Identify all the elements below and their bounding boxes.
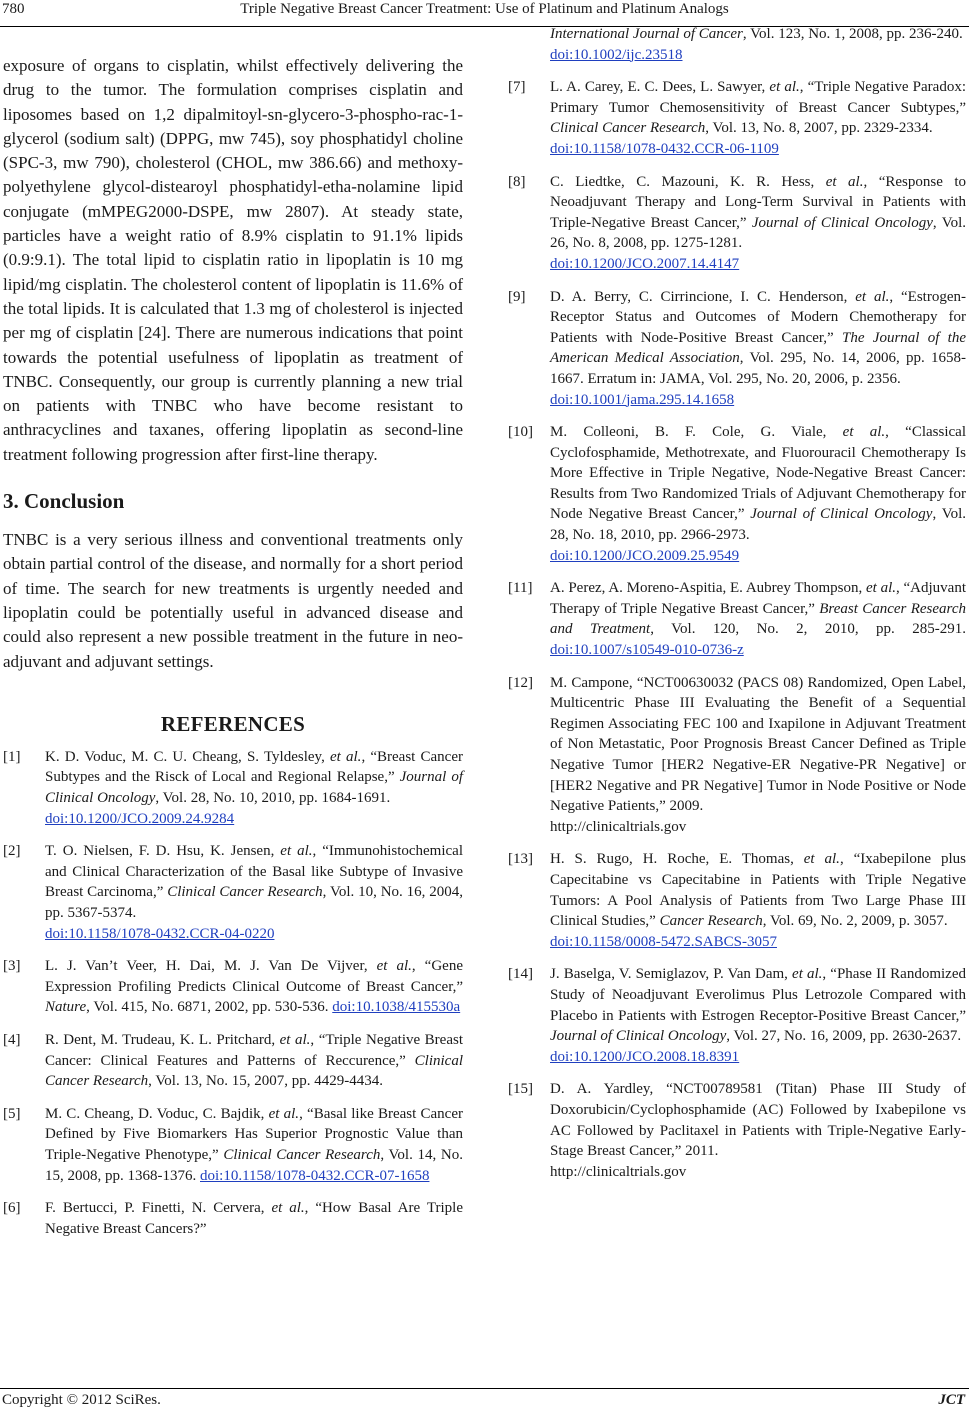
- reference-item: [3, 1104, 463, 1186]
- reference-text: [550, 24, 966, 65]
- reference-doi-link[interactable]: doi:10.1200/JCO.2009.25.9549: [550, 547, 740, 564]
- reference-journal: International Journal of Cancer: [550, 26, 743, 42]
- reference-details: , Vol. 27, No. 16, 2009, pp. 2630-2637.: [726, 1028, 962, 1045]
- reference-title: , “Response to Neoadjuvant Therapy and Long-Term Survival in Patients with Triple-Negative Breast Cancer,”: [550, 173, 966, 231]
- reference-item: [508, 172, 966, 275]
- reference-authors: M. Campone, “NCT00630032 (PACS 08) Randomized, Open Label, Multicentric Phase III Evaluating the Benefit of a Sequential Regimen Associating FEC 100 and Ixapilone in Adjuvant Treatment of Non Metastatic, Poor Prognosis Breast Cancer Defined as Triple Negative Tumor [HER2 Negative-ER Negative-PR Negative] or [HER2 Negative and PR Negative] Tumor in Node Positive or Node Negative Patients,” 2009.: [550, 674, 966, 815]
- reference-authors: D. A. Yardley, “NCT00789581 (Titan) Phase III Study of Doxorubicin/Cyclophosphamide (AC) Followed by Ixabepilone vs AC Followed by Paclitaxel in Patients with Triple-Negative Early-Stage Breast Cancer,” 2011.: [550, 1081, 966, 1160]
- reference-journal: Journal of Clinical Oncology: [45, 769, 463, 807]
- reference-journal: Journal of Clinical Oncology: [550, 1028, 727, 1045]
- reference-authors: L. A. Carey, E. C. Dees, L. Sawyer,: [550, 79, 770, 96]
- reference-details: , Vol. 120, No. 2, 2010, pp. 285-291.: [650, 621, 967, 638]
- reference-text: [550, 849, 966, 952]
- reference-etal: et al.: [855, 288, 890, 305]
- reference-doi-link[interactable]: doi:10.1158/0008-5472.SABCS-3057: [550, 933, 777, 950]
- reference-number: [7]: [508, 79, 526, 96]
- reference-details: , Vol. 10, No. 16, 2004, pp. 5367-5374.: [45, 884, 463, 921]
- reference-doi-link[interactable]: doi:10.1200/JCO.2008.18.8391: [550, 1048, 740, 1065]
- conclusion-paragraph: TNBC is a very serious illness and conventional treatments only obtain partial control of the disease, and normally for a short period of time. The search for new treatments is urgently needed and lipoplatin could be potentially useful in advanced disease and could also represent a new possible treatment in the future in neo-adjuvant and adjuvant settings.: [3, 530, 463, 671]
- reference-authors: K. D. Voduc, M. C. U. Cheang, S. Tyldesley,: [45, 748, 331, 765]
- reference-details: , Vol. 415, No. 6871, 2002, pp. 530-536.: [86, 999, 333, 1016]
- reference-doi-link[interactable]: doi:10.1038/415530a: [332, 999, 461, 1016]
- reference-authors: H. S. Rugo, H. Roche, E. Thomas,: [550, 851, 804, 868]
- reference-item: [508, 287, 966, 411]
- reference-etal: et al.: [803, 851, 840, 868]
- reference-etal: et al.: [268, 1105, 300, 1122]
- reference-journal: Clinical Cancer Research: [167, 884, 323, 901]
- copyright-text: Copyright © 2012 SciRes.: [2, 1392, 161, 1408]
- reference-number: [15]: [508, 1081, 533, 1098]
- reference-item: [508, 422, 966, 566]
- reference-number: [2]: [3, 843, 21, 860]
- reference-journal: Nature: [45, 999, 87, 1016]
- reference-text: [550, 172, 966, 275]
- reference-item: [3, 747, 463, 829]
- reference-etal: et al.: [376, 958, 412, 975]
- reference-details: , Vol. 14, No. 15, 2008, pp. 1368-1376.: [45, 1146, 463, 1184]
- reference-authors: R. Dent, M. Trudeau, K. L. Pritchard,: [45, 1031, 280, 1048]
- reference-number: [10]: [508, 424, 533, 441]
- reference-title: , “Estrogen-Receptor Status and Outcomes of Modern Chemotherapy for Patients with Node-Positive Breast Cancer,”: [550, 288, 966, 346]
- reference-title: , “Basal like Breast Cancer Defined by Five Biomarkers Has Superior Prognostic Value than Triple-Negative Phenotype,”: [45, 1105, 463, 1163]
- reference-text: [45, 956, 463, 1018]
- reference-title: , “Immunohistochemical and Clinical Characterization of the Basal like Subtype of Invasive Breast Carcinoma,”: [45, 843, 463, 901]
- reference-authors: L. J. Van’t Veer, H. Dai, M. J. Van De Vijver,: [45, 958, 377, 975]
- reference-text: [550, 964, 966, 1067]
- reference-item: [508, 77, 966, 159]
- reference-title: , “Phase II Randomized Study of Neoadjuvant Everolimus Plus Letrozole Compared with Placebo in Patients with Estrogen Receptor-Positive Breast Cancer,”: [550, 966, 966, 1024]
- right-column: [508, 26, 967, 1194]
- reference-authors: D. A. Berry, C. Cirrincione, I. C. Henderson,: [550, 288, 856, 305]
- reference-etal: et al.: [769, 79, 800, 96]
- page-header: [0, 0, 969, 26]
- reference-text: [45, 747, 463, 829]
- references-heading: REFERENCES: [160, 711, 306, 736]
- reference-text: [45, 841, 463, 944]
- reference-details: , Vol. 13, No. 15, 2007, pp. 4429-4434.: [148, 1073, 384, 1090]
- reference-text: [550, 578, 966, 660]
- intro-paragraph: exposure of organs to cisplatin, whilst effectively delivering the drug to the tumor. The formulation comprises cisplatin and liposomes based on 1,2 dipalmitoyl-sn-glycero-3-phospho-rac-1-glycerol (sodium salt) (DPPG, mw 745), soy phosphatidyl choline (SPC-3, mw 790), cholesterol (CHOL, mw 386.66) and methoxy-polyethylene glycol-distearoyl phosphatidyl-etha-nolamine lipid conjugate (mMPEG2000-DSPE, mw 2807). At steady state, particles have a weight ratio of 8.9% cisplatin to 91.1% lipids (0.9:9.1). The total lipid to cisplatin ratio in lipoplatin is 10 mg lipid/mg cisplatin. The cholesterol content of lipoplatin is 11.6% of the total lipids. It is calculated that 1.3 mg of cholesterol is injected per mg of cisplatin [24]. There are numerous indications that point towards the potential usefulness of lipoplatin as treatment of TNBC. Consequently, our group is currently planning a new trial on patients with TNBC who have become resistant to anthracyclines and taxanes, offering lipoplatin as second-line treatment following progression after first-line therapy.: [3, 56, 463, 464]
- reference-number: [3]: [3, 958, 21, 975]
- reference-journal: Journal of Clinical Oncology: [751, 214, 933, 231]
- footer-rule: [0, 1388, 969, 1389]
- reference-item: [508, 964, 966, 1067]
- reference-item: [508, 849, 966, 952]
- running-title: Triple Negative Breast Cancer Treatment: Use of Platinum and Platinum Analogs: [240, 1, 729, 17]
- reference-item-continued: [508, 26, 966, 65]
- reference-number: [4]: [3, 1031, 21, 1048]
- reference-item: [3, 956, 463, 1018]
- reference-number: [5]: [3, 1105, 21, 1122]
- reference-journal: Journal of Clinical Oncology: [750, 506, 933, 523]
- reference-title: , “Gene Expression Profiling Predicts Clinical Outcome of Breast Cancer,”: [45, 958, 463, 995]
- reference-text: [550, 1079, 966, 1182]
- page-footer: [0, 1390, 969, 1414]
- reference-number: [13]: [508, 851, 533, 868]
- reference-details: , Vol. 123, No. 1, 2008, pp. 236-240.: [742, 26, 963, 42]
- reference-url: http://clinicaltrials.gov: [550, 1163, 687, 1180]
- reference-title: , “Adjuvant Therapy of Triple Negative Breast Cancer,”: [550, 580, 967, 617]
- reference-title: , “Classical Cyclofosphamide, Methotrexate, and Fluorouracil Chemotherapy Is More Effective in Triple Negative, Node-Negative Breast Cancer: Results from Two Randomized Trials of Adjuvant Chemotherapy for Node Negative Breast Cancer,”: [550, 424, 966, 523]
- left-column: [3, 54, 463, 1251]
- reference-etal: et al.: [279, 1031, 311, 1048]
- reference-text: [45, 1198, 463, 1239]
- reference-details: , Vol. 26, No. 8, 2008, pp. 1275-1281.: [550, 214, 967, 252]
- reference-item: [508, 673, 966, 838]
- page-number: 780: [2, 1, 25, 17]
- reference-details: , Vol. 69, No. 2, 2009, p. 3057.: [762, 913, 948, 930]
- reference-number: [6]: [3, 1200, 21, 1217]
- reference-doi-link[interactable]: doi:10.1002/ijc.23518: [550, 46, 683, 63]
- reference-etal: et al.: [330, 748, 362, 765]
- reference-doi-link[interactable]: doi:10.1200/JCO.2009.24.9284: [45, 810, 235, 827]
- reference-authors: M. Colleoni, B. F. Cole, G. Viale,: [550, 424, 843, 441]
- reference-text: [550, 422, 966, 566]
- reference-number: [8]: [508, 173, 526, 190]
- reference-details: , Vol. 13, No. 8, 2007, pp. 2329-2334.: [705, 120, 933, 137]
- reference-etal: et al.: [271, 1200, 305, 1217]
- reference-details: , Vol. 295, No. 14, 2006, pp. 1658-1667. Erratum in: JAMA, Vol. 295, No. 20, 2006, p. 2356.: [550, 350, 967, 387]
- reference-authors: C. Liedtke, C. Mazouni, K. R. Hess,: [550, 173, 826, 190]
- reference-title: , “Breast Cancer Subtypes and the Risck of Local and Regional Relapse,”: [45, 748, 463, 786]
- reference-number: [11]: [508, 580, 533, 597]
- reference-authors: J. Baselga, V. Semiglazov, P. Van Dam,: [550, 966, 793, 983]
- reference-item: [508, 578, 966, 660]
- reference-number: [1]: [3, 748, 21, 765]
- reference-details: , Vol. 28, No. 18, 2010, pp. 2966-2973.: [550, 506, 967, 544]
- reference-text: [45, 1030, 463, 1092]
- reference-journal: Clinical Cancer Research: [550, 120, 706, 137]
- reference-item: [508, 1079, 966, 1182]
- reference-doi-link[interactable]: doi:10.1158/1078-0432.CCR-06-1109: [550, 140, 779, 157]
- reference-etal: et al.: [866, 580, 897, 597]
- reference-text: [550, 673, 966, 838]
- reference-etal: et al.: [280, 843, 313, 860]
- reference-title: , “Triple Negative Paradox: Primary Tumor Chemosensitivity of Breast Cancer Subtypes,”: [550, 79, 966, 116]
- journal-abbreviation: JCT: [938, 1392, 965, 1408]
- reference-journal: Clinical Cancer Research: [45, 1052, 463, 1090]
- reference-details: , Vol. 28, No. 10, 2010, pp. 1684-1691.: [155, 790, 391, 807]
- reference-journal: Cancer Research: [659, 913, 763, 930]
- reference-doi-link[interactable]: doi:10.1200/JCO.2007.14.4147: [550, 255, 740, 272]
- reference-doi-link[interactable]: doi:10.1001/jama.295.14.1658: [550, 391, 735, 408]
- reference-doi-link[interactable]: doi:10.1007/s10549-010-0736-z: [550, 642, 744, 659]
- reference-authors: T. O. Nielsen, F. D. Hsu, K. Jensen,: [45, 843, 281, 860]
- reference-text: [550, 287, 966, 411]
- reference-journal: Clinical Cancer Research: [223, 1146, 381, 1163]
- reference-authors: A. Perez, A. Moreno-Aspitia, E. Aubrey Thompson,: [550, 580, 866, 597]
- reference-journal: The Journal of the American Medical Association: [550, 329, 966, 367]
- reference-title: , “Triple Negative Breast Cancer: Clinical Features and Patterns of Reccurence,”: [45, 1031, 463, 1069]
- reference-authors: F. Bertucci, P. Finetti, N. Cervera,: [45, 1200, 272, 1217]
- reference-title: , “Ixabepilone plus Capecitabine vs Capecitabine in Patients with Triple Negative Tumors: A Pool Analysis of Patients from Two Large Phase III Clinical Studies,”: [550, 851, 966, 930]
- reference-title: , “How Basal Are Triple Negative Breast Cancers?”: [45, 1200, 463, 1237]
- reference-doi-link[interactable]: doi:10.1158/1078-0432.CCR-04-0220: [45, 925, 275, 942]
- conclusion-heading: 3. Conclusion: [3, 489, 125, 514]
- reference-text: [550, 77, 966, 159]
- reference-authors: M. C. Cheang, D. Voduc, C. Bajdik,: [45, 1105, 269, 1122]
- reference-text: [45, 1104, 463, 1186]
- reference-item: [3, 841, 463, 944]
- reference-number: [12]: [508, 674, 533, 691]
- reference-journal: Breast Cancer Research and Treatment: [550, 600, 966, 638]
- reference-etal: et al.: [825, 173, 864, 190]
- reference-item: [3, 1198, 463, 1239]
- reference-etal: et al.: [792, 966, 823, 983]
- reference-item: [3, 1030, 463, 1092]
- reference-url: http://clinicaltrials.gov: [550, 818, 687, 835]
- reference-number: [9]: [508, 288, 526, 305]
- reference-doi-link[interactable]: doi:10.1158/1078-0432.CCR-07-1658: [200, 1167, 430, 1184]
- reference-number: [14]: [508, 966, 533, 983]
- reference-etal: et al.: [842, 424, 886, 441]
